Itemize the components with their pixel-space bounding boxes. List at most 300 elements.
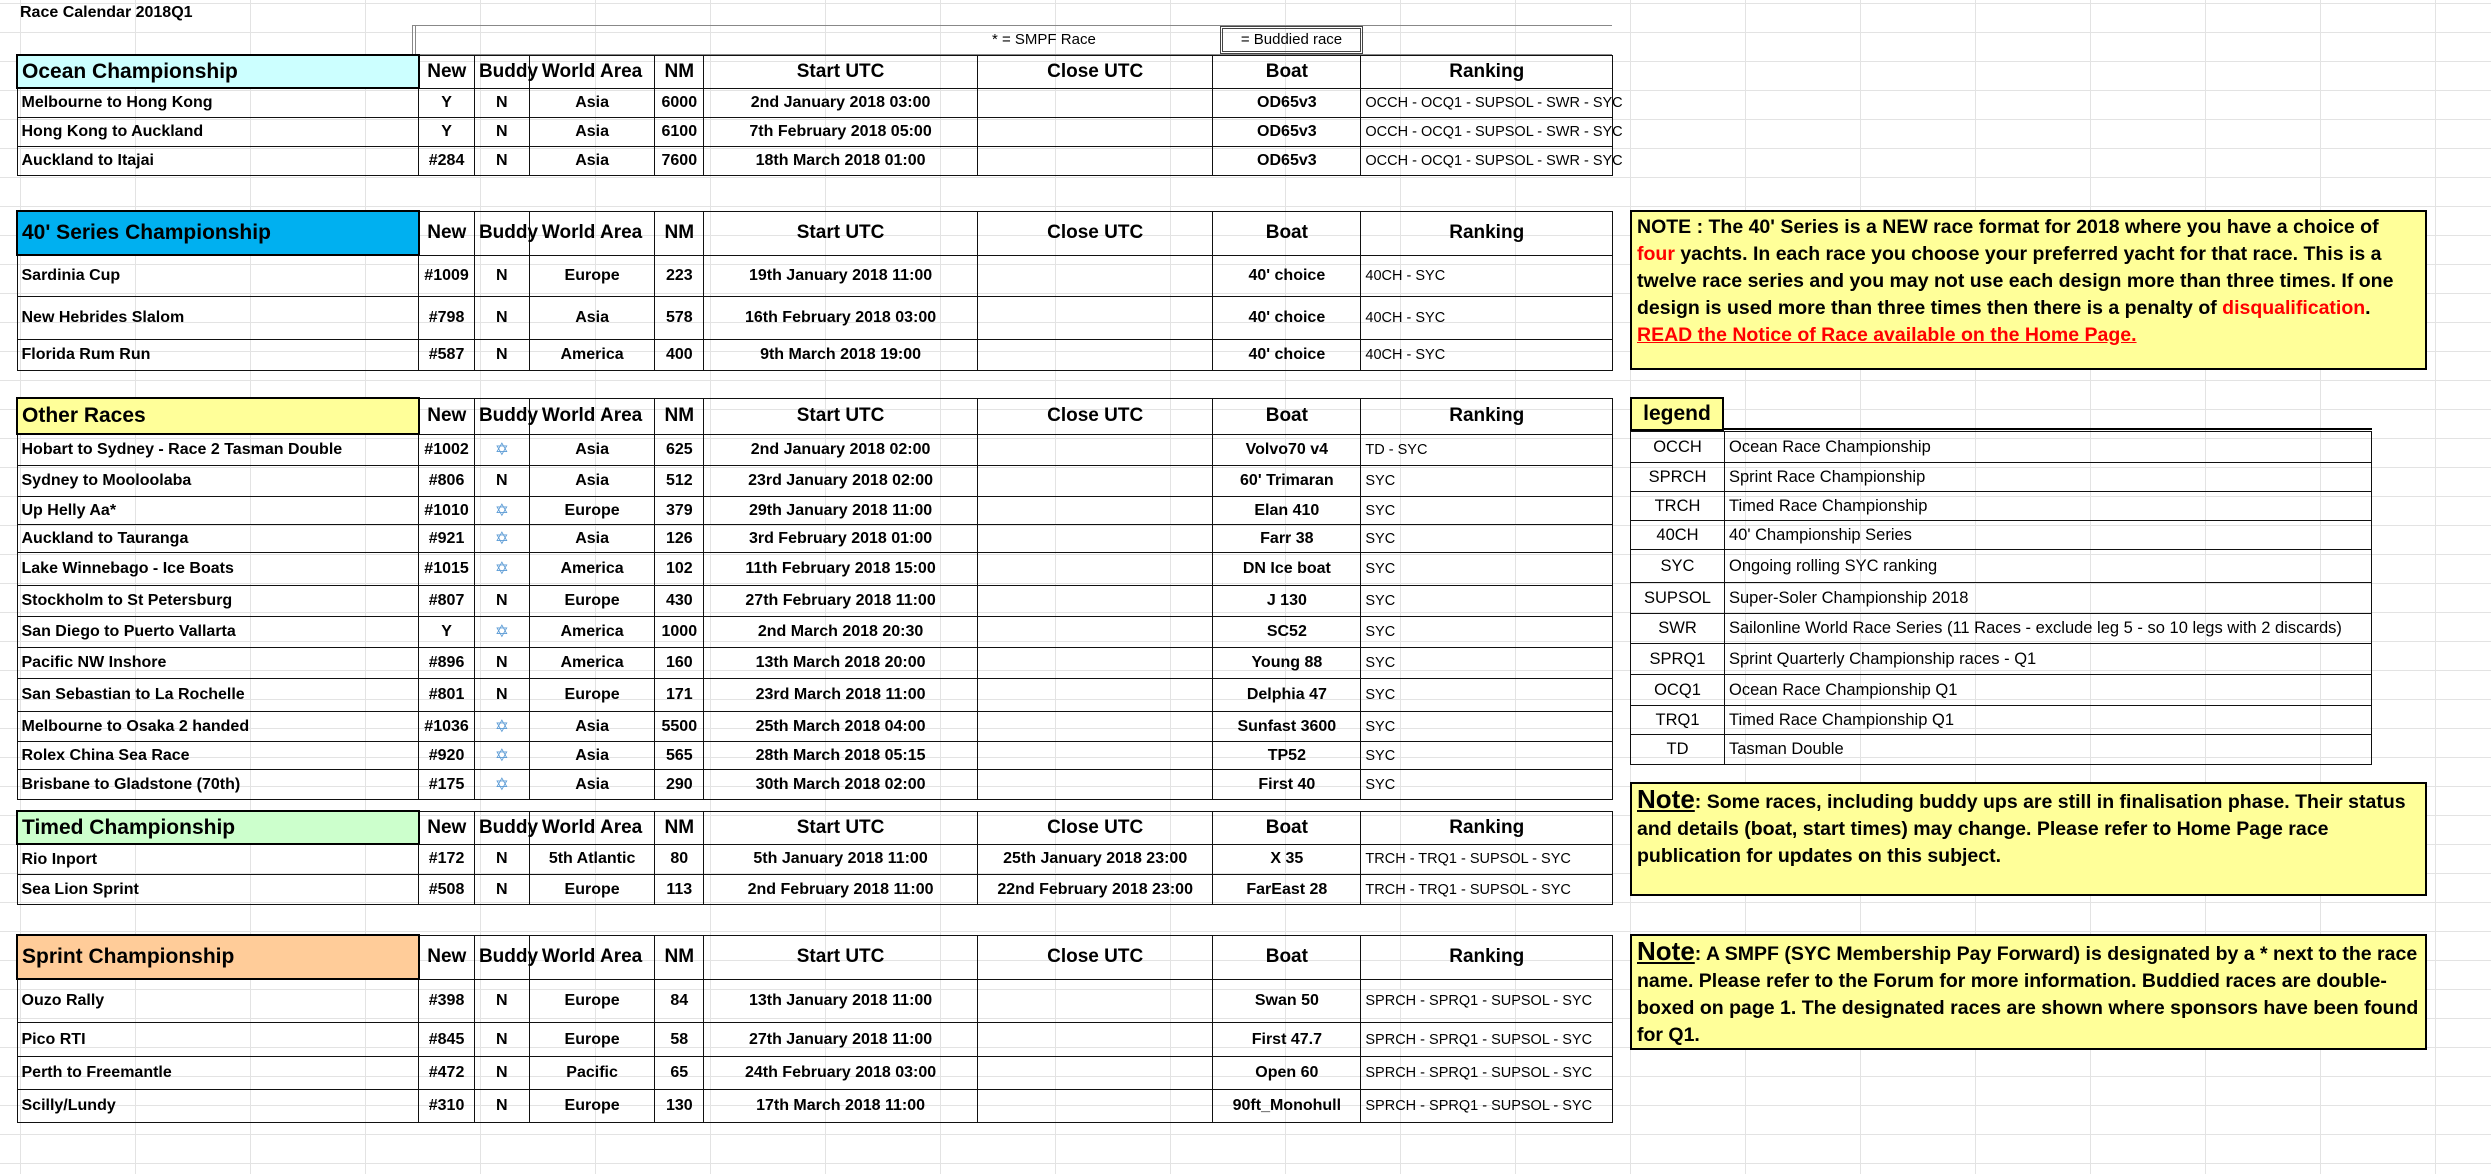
nm-cell: 126 [655, 525, 704, 553]
nm-cell: 565 [655, 742, 704, 770]
column-header: NM [655, 211, 704, 255]
close-utc-cell [978, 297, 1213, 340]
new-cell: #508 [419, 875, 475, 905]
new-cell: #1036 [419, 712, 475, 742]
buddy-cell: N [474, 844, 529, 875]
boat-cell: OD65v3 [1213, 118, 1361, 147]
sprint-championship-table [16, 934, 1613, 1123]
boat-cell: Elan 410 [1213, 497, 1361, 525]
start-utc-cell: 30th March 2018 02:00 [704, 770, 978, 800]
buddy-cell [474, 525, 529, 553]
new-cell: #172 [419, 844, 475, 875]
buddy-star-icon: ✡ [494, 528, 509, 548]
ranking-cell: SPRCH - SPRQ1 - SUPSOL - SYC [1361, 1057, 1613, 1090]
table-row[interactable] [17, 679, 1613, 712]
table-row[interactable] [17, 525, 1613, 553]
legend-code: 40CH [1631, 521, 1725, 550]
column-header: World Area [529, 935, 655, 979]
ranking-cell: OCCH - OCQ1 - SUPSOL - SWR - SYC [1361, 118, 1613, 147]
table-row[interactable] [17, 466, 1613, 497]
buddy-star-icon: ✡ [494, 439, 509, 459]
boat-cell: 40' choice [1213, 255, 1361, 297]
close-utc-cell [978, 979, 1213, 1023]
smpf-key: * = SMPF Race [992, 31, 1096, 48]
header-row [17, 398, 1613, 434]
ranking-cell: TRCH - TRQ1 - SUPSOL - SYC [1361, 844, 1613, 875]
nm-cell: 80 [655, 844, 704, 875]
legend-description: 40' Championship Series [1725, 521, 2372, 550]
new-cell: #284 [419, 147, 475, 176]
buddy-star-icon: ✡ [494, 559, 509, 578]
nm-cell: 160 [655, 648, 704, 679]
buddy-cell: N [474, 466, 529, 497]
new-cell: #801 [419, 679, 475, 712]
world-area-cell: Europe [529, 1090, 655, 1123]
column-header: New [419, 398, 475, 434]
header-row [17, 935, 1613, 979]
close-utc-cell: 22nd February 2018 23:00 [978, 875, 1213, 905]
column-header: Start UTC [704, 211, 978, 255]
world-area-cell: Asia [529, 770, 655, 800]
nm-cell: 6000 [655, 88, 704, 118]
column-header: World Area [529, 55, 655, 88]
table-row[interactable] [17, 875, 1613, 905]
section-title: Other Races [17, 398, 419, 434]
column-header: Start UTC [704, 811, 978, 844]
boat-cell: OD65v3 [1213, 147, 1361, 176]
buddy-cell: N [474, 586, 529, 617]
race-name: Melbourne to Hong Kong [17, 88, 419, 118]
boat-cell: SC52 [1213, 617, 1361, 648]
boat-cell: First 40 [1213, 770, 1361, 800]
race-name: Ouzo Rally [17, 979, 419, 1023]
world-area-cell: Asia [529, 525, 655, 553]
table-row[interactable] [17, 648, 1613, 679]
new-cell: #845 [419, 1023, 475, 1057]
buddy-cell: N [474, 340, 529, 371]
smpf-note [1630, 934, 2427, 1050]
column-header: Buddy [474, 55, 529, 88]
nm-cell: 84 [655, 979, 704, 1023]
close-utc-cell [978, 712, 1213, 742]
nm-cell: 5500 [655, 712, 704, 742]
start-utc-cell: 27th January 2018 11:00 [704, 1023, 978, 1057]
table-row[interactable] [17, 297, 1613, 340]
column-header: World Area [529, 398, 655, 434]
boat-cell: Swan 50 [1213, 979, 1361, 1023]
boat-cell: TP52 [1213, 742, 1361, 770]
race-name: Sydney to Mooloolaba [17, 466, 419, 497]
table-row[interactable] [17, 1023, 1613, 1057]
note-highlight: disqualification [2222, 297, 2366, 319]
nm-cell: 113 [655, 875, 704, 905]
race-name: Perth to Freemantle [17, 1057, 419, 1090]
legend-description: Ocean Race Championship [1725, 432, 2372, 463]
legend-code: SUPSOL [1631, 583, 1725, 614]
column-header: NM [655, 811, 704, 844]
table-row[interactable] [17, 979, 1613, 1023]
world-area-cell: Asia [529, 434, 655, 466]
column-header: World Area [529, 811, 655, 844]
column-header: Close UTC [978, 55, 1213, 88]
start-utc-cell: 24th February 2018 03:00 [704, 1057, 978, 1090]
new-cell: #806 [419, 466, 475, 497]
legend-row [1631, 644, 2372, 675]
legend-row [1631, 550, 2372, 583]
legend-description: Super-Soler Championship 2018 [1725, 583, 2372, 614]
start-utc-cell: 25th March 2018 04:00 [704, 712, 978, 742]
legend-description: Tasman Double [1725, 735, 2372, 765]
race-name: New Hebrides Slalom [17, 297, 419, 340]
legend-description: Sailonline World Race Series (11 Races - exclude leg 5 - so 10 legs with 2 discards) [1725, 614, 2372, 644]
world-area-cell: Europe [529, 1023, 655, 1057]
nm-cell: 6100 [655, 118, 704, 147]
boat-cell: J 130 [1213, 586, 1361, 617]
buddy-star-icon: ✡ [494, 500, 509, 520]
note-highlight: four [1637, 243, 1675, 265]
column-header: Close UTC [978, 211, 1213, 255]
legend-row [1631, 432, 2372, 463]
ranking-cell: SYC [1361, 648, 1613, 679]
nm-cell: 130 [655, 1090, 704, 1123]
boat-cell: Sunfast 3600 [1213, 712, 1361, 742]
column-header: New [419, 55, 475, 88]
close-utc-cell [978, 88, 1213, 118]
start-utc-cell: 2nd January 2018 03:00 [704, 88, 978, 118]
race-name: Brisbane to Gladstone (70th) [17, 770, 419, 800]
legend-code: SYC [1631, 550, 1725, 583]
column-header: Boat [1213, 55, 1361, 88]
world-area-cell: Asia [529, 742, 655, 770]
column-header: New [419, 211, 475, 255]
world-area-cell: Asia [529, 297, 655, 340]
new-cell: #1015 [419, 553, 475, 586]
close-utc-cell [978, 1057, 1213, 1090]
race-name: Melbourne to Osaka 2 handed [17, 712, 419, 742]
world-area-cell: Europe [529, 255, 655, 297]
new-cell: #807 [419, 586, 475, 617]
new-cell: #920 [419, 742, 475, 770]
close-utc-cell [978, 466, 1213, 497]
new-cell: #310 [419, 1090, 475, 1123]
buddy-cell [474, 712, 529, 742]
nm-cell: 102 [655, 553, 704, 586]
table-row[interactable] [17, 1057, 1613, 1090]
legend-description: Sprint Quarterly Championship races - Q1 [1725, 644, 2372, 675]
forty-series-note [1630, 210, 2427, 370]
legend-row [1631, 706, 2372, 735]
nm-cell: 290 [655, 770, 704, 800]
start-utc-cell: 13th January 2018 11:00 [704, 979, 978, 1023]
column-header: Ranking [1361, 398, 1613, 434]
world-area-cell: America [529, 553, 655, 586]
nm-cell: 58 [655, 1023, 704, 1057]
legend-code: TRQ1 [1631, 706, 1725, 735]
column-header: Ranking [1361, 55, 1613, 88]
boat-cell: First 47.7 [1213, 1023, 1361, 1057]
buddy-cell: N [474, 979, 529, 1023]
world-area-cell: America [529, 648, 655, 679]
legend-title: legend [1630, 397, 1724, 431]
start-utc-cell: 5th January 2018 11:00 [704, 844, 978, 875]
race-name: Hobart to Sydney - Race 2 Tasman Double [17, 434, 419, 466]
table-row[interactable] [17, 712, 1613, 742]
forty-series-table [16, 210, 1613, 371]
ranking-cell: SYC [1361, 679, 1613, 712]
close-utc-cell [978, 679, 1213, 712]
start-utc-cell: 13th March 2018 20:00 [704, 648, 978, 679]
column-header: Start UTC [704, 935, 978, 979]
new-cell: #1009 [419, 255, 475, 297]
ranking-cell: OCCH - OCQ1 - SUPSOL - SWR - SYC [1361, 88, 1613, 118]
legend-row [1631, 463, 2372, 492]
world-area-cell: Europe [529, 679, 655, 712]
ranking-cell: TD - SYC [1361, 434, 1613, 466]
new-cell: #798 [419, 297, 475, 340]
table-row[interactable] [17, 255, 1613, 297]
column-header: Buddy [474, 398, 529, 434]
header-row [17, 211, 1613, 255]
column-header: Boat [1213, 211, 1361, 255]
legend-description: Sprint Race Championship [1725, 463, 2372, 492]
nm-cell: 512 [655, 466, 704, 497]
column-header: Buddy [474, 935, 529, 979]
start-utc-cell: 9th March 2018 19:00 [704, 340, 978, 371]
legend-code: TD [1631, 735, 1725, 765]
start-utc-cell: 23rd March 2018 11:00 [704, 679, 978, 712]
note-text: : Some races, including buddy ups are still in finalisation phase. Their status and details (boat, start times) may change. Please refer to Home Page race publication for updates on this subject. [1637, 791, 2406, 867]
column-header: Ranking [1361, 211, 1613, 255]
close-utc-cell [978, 1023, 1213, 1057]
buddy-star-icon: ✡ [494, 716, 509, 736]
note-text: . [2365, 297, 2371, 319]
column-header: World Area [529, 211, 655, 255]
buddy-cell: N [474, 679, 529, 712]
close-utc-cell [978, 497, 1213, 525]
timed-championship-table [16, 810, 1613, 905]
table-row[interactable] [17, 88, 1613, 118]
legend-table [1630, 431, 2372, 765]
start-utc-cell: 2nd February 2018 11:00 [704, 875, 978, 905]
world-area-cell: America [529, 340, 655, 371]
legend-divider [1724, 428, 2372, 430]
race-name: Up Helly Aa* [17, 497, 419, 525]
buddy-cell: N [474, 147, 529, 176]
ranking-cell: SYC [1361, 525, 1613, 553]
column-header: Boat [1213, 398, 1361, 434]
race-name: Rio Inport [17, 844, 419, 875]
start-utc-cell: 18th March 2018 01:00 [704, 147, 978, 176]
column-header: NM [655, 398, 704, 434]
world-area-cell: Asia [529, 466, 655, 497]
legend-code: OCQ1 [1631, 675, 1725, 706]
ranking-cell: SYC [1361, 466, 1613, 497]
race-name: Florida Rum Run [17, 340, 419, 371]
buddy-cell: N [474, 875, 529, 905]
table-row[interactable] [17, 770, 1613, 800]
race-name: Hong Kong to Auckland [17, 118, 419, 147]
boat-cell: Young 88 [1213, 648, 1361, 679]
legend-row [1631, 583, 2372, 614]
buddy-cell: N [474, 118, 529, 147]
table-row[interactable] [17, 1090, 1613, 1123]
section-title: Ocean Championship [17, 55, 419, 88]
boat-cell: DN Ice boat [1213, 553, 1361, 586]
ranking-cell: SPRCH - SPRQ1 - SUPSOL - SYC [1361, 979, 1613, 1023]
close-utc-cell [978, 525, 1213, 553]
note-text: : A SMPF (SYC Membership Pay Forward) is designated by a * next to the race name. Please refer to the Forum for more information. Buddied races are double-boxed on page 1. The designated races are shown where sponsors have been found for Q1. [1637, 943, 2419, 1046]
close-utc-cell [978, 1090, 1213, 1123]
race-name: Sardinia Cup [17, 255, 419, 297]
table-row[interactable] [17, 844, 1613, 875]
ranking-cell: SYC [1361, 712, 1613, 742]
nm-cell: 379 [655, 497, 704, 525]
race-name: Lake Winnebago - Ice Boats [17, 553, 419, 586]
start-utc-cell: 3rd February 2018 01:00 [704, 525, 978, 553]
nm-cell: 171 [655, 679, 704, 712]
table-row[interactable] [17, 586, 1613, 617]
buddy-cell [474, 770, 529, 800]
table-row[interactable] [17, 497, 1613, 525]
ranking-cell: OCCH - OCQ1 - SUPSOL - SWR - SYC [1361, 147, 1613, 176]
world-area-cell: Europe [529, 979, 655, 1023]
close-utc-cell [978, 255, 1213, 297]
new-cell: Y [419, 617, 475, 648]
ranking-cell: SYC [1361, 586, 1613, 617]
column-header: Boat [1213, 811, 1361, 844]
new-cell: Y [419, 118, 475, 147]
column-header: Close UTC [978, 935, 1213, 979]
sheet-title: Race Calendar 2018Q1 [20, 4, 193, 21]
legend-code: SPRQ1 [1631, 644, 1725, 675]
ranking-cell: SPRCH - SPRQ1 - SUPSOL - SYC [1361, 1023, 1613, 1057]
race-name: Scilly/Lundy [17, 1090, 419, 1123]
legend-row [1631, 521, 2372, 550]
nm-cell: 65 [655, 1057, 704, 1090]
buddy-star-icon: ✡ [494, 774, 509, 794]
nm-cell: 7600 [655, 147, 704, 176]
legend-description: Ongoing rolling SYC ranking [1725, 550, 2372, 583]
buddy-star-icon: ✡ [494, 745, 509, 765]
boat-cell: Delphia 47 [1213, 679, 1361, 712]
buddy-cell: N [474, 648, 529, 679]
table-row[interactable] [17, 742, 1613, 770]
boat-cell: Farr 38 [1213, 525, 1361, 553]
buddy-cell: N [474, 1057, 529, 1090]
new-cell: #398 [419, 979, 475, 1023]
start-utc-cell: 19th January 2018 11:00 [704, 255, 978, 297]
table-row[interactable] [17, 147, 1613, 176]
section-title: Timed Championship [17, 811, 419, 844]
buddy-cell [474, 434, 529, 466]
buddy-cell [474, 553, 529, 586]
nm-cell: 400 [655, 340, 704, 371]
legend-code: SPRCH [1631, 463, 1725, 492]
legend-row [1631, 675, 2372, 706]
legend-row [1631, 614, 2372, 644]
world-area-cell: Asia [529, 147, 655, 176]
table-row[interactable] [17, 340, 1613, 371]
buddy-cell: N [474, 88, 529, 118]
race-name: San Sebastian to La Rochelle [17, 679, 419, 712]
column-header: Start UTC [704, 55, 978, 88]
close-utc-cell [978, 340, 1213, 371]
close-utc-cell [978, 586, 1213, 617]
buddy-cell [474, 742, 529, 770]
buddy-cell: N [474, 1023, 529, 1057]
legend-code: TRCH [1631, 492, 1725, 521]
race-name: Stockholm to St Petersburg [17, 586, 419, 617]
header-row [17, 55, 1613, 88]
new-cell: #1002 [419, 434, 475, 466]
close-utc-cell [978, 553, 1213, 586]
ranking-cell: 40CH - SYC [1361, 340, 1613, 371]
start-utc-cell: 2nd January 2018 02:00 [704, 434, 978, 466]
finalisation-note [1630, 782, 2427, 896]
legend-description: Timed Race Championship [1725, 492, 2372, 521]
nm-cell: 223 [655, 255, 704, 297]
nm-cell: 430 [655, 586, 704, 617]
legend-description: Timed Race Championship Q1 [1725, 706, 2372, 735]
note-text: yachts. In each race you choose your preferred yacht for that race. This is a twelve race series and you may not use each design more than three times. If one design is used more than three times then there is a penalty of [1637, 243, 2394, 319]
notice-of-race-link[interactable]: READ the Notice of Race available on the Home Page. [1637, 324, 2137, 346]
column-header: Ranking [1361, 811, 1613, 844]
start-utc-cell: 28th March 2018 05:15 [704, 742, 978, 770]
column-header: Ranking [1361, 935, 1613, 979]
ocean-championship-table [16, 54, 1623, 176]
boat-cell: 90ft_Monohull [1213, 1090, 1361, 1123]
boat-cell: Volvo70 v4 [1213, 434, 1361, 466]
world-area-cell: Europe [529, 875, 655, 905]
new-cell: #175 [419, 770, 475, 800]
race-name: Auckland to Itajai [17, 147, 419, 176]
column-header: Buddy [474, 211, 529, 255]
start-utc-cell: 11th February 2018 15:00 [704, 553, 978, 586]
close-utc-cell [978, 147, 1213, 176]
legend-row [1631, 492, 2372, 521]
table-row[interactable] [17, 434, 1613, 466]
world-area-cell: Pacific [529, 1057, 655, 1090]
close-utc-cell [978, 742, 1213, 770]
table-row[interactable] [17, 118, 1613, 147]
table-row[interactable] [17, 553, 1613, 586]
race-name: San Diego to Puerto Vallarta [17, 617, 419, 648]
column-header: Close UTC [978, 811, 1213, 844]
boat-cell: FarEast 28 [1213, 875, 1361, 905]
race-name: Sea Lion Sprint [17, 875, 419, 905]
world-area-cell: America [529, 617, 655, 648]
buddy-cell [474, 617, 529, 648]
note-heading: Note [1637, 784, 1695, 814]
start-utc-cell: 2nd March 2018 20:30 [704, 617, 978, 648]
race-name: Pacific NW Inshore [17, 648, 419, 679]
race-name: Auckland to Tauranga [17, 525, 419, 553]
nm-cell: 578 [655, 297, 704, 340]
new-cell: #896 [419, 648, 475, 679]
buddy-cell [474, 497, 529, 525]
boat-cell: 40' choice [1213, 340, 1361, 371]
boat-cell: 60' Trimaran [1213, 466, 1361, 497]
ranking-cell: SYC [1361, 770, 1613, 800]
world-area-cell: Asia [529, 712, 655, 742]
race-name: Rolex China Sea Race [17, 742, 419, 770]
start-utc-cell: 29th January 2018 11:00 [704, 497, 978, 525]
new-cell: #921 [419, 525, 475, 553]
boat-cell: X 35 [1213, 844, 1361, 875]
boat-cell: OD65v3 [1213, 88, 1361, 118]
ranking-cell: TRCH - TRQ1 - SUPSOL - SYC [1361, 875, 1613, 905]
table-row[interactable] [17, 617, 1613, 648]
